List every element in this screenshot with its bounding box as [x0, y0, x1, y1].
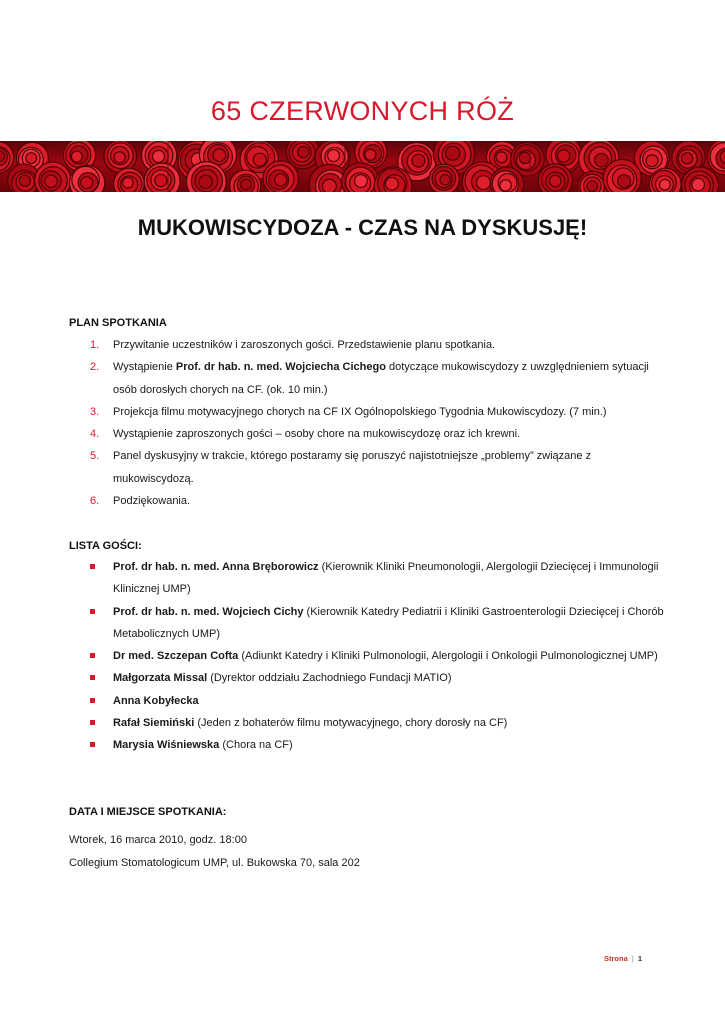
guest-item: [69, 712, 669, 734]
meeting-heading: DATA I MIEJSCE SPOTKANIA:: [69, 806, 227, 818]
bullet-square-icon: [90, 675, 95, 680]
plan-item-text: Panel dyskusyjny w trakcie, którego postaramy się poruszyć najistotniejsze „problemy” związane z mukowiscydozą.: [113, 450, 592, 485]
bullet-square-icon: [90, 698, 95, 703]
bullet-square-icon: [90, 564, 95, 569]
plan-item-number: 4.: [90, 428, 100, 441]
plan-item-text: Wystąpienie: [113, 361, 176, 374]
plan-item-number: 5.: [90, 450, 100, 463]
plan-item-number: 2.: [90, 361, 100, 374]
guest-item: [69, 667, 669, 689]
plan-item-text: Wystąpienie zaproszonych gości – osoby chore na mukowiscydozę oraz ich krewni.: [113, 428, 521, 441]
guests-heading: LISTA GOŚCI:: [69, 540, 142, 552]
rose-icon: [144, 163, 180, 192]
plan-heading: PLAN SPOTKANIA: [69, 317, 167, 329]
guest-description: (Chora na CF): [219, 739, 293, 752]
plan-item: [69, 356, 669, 401]
guest-name: Dr med. Szczepan Cofta: [113, 650, 239, 663]
plan-item: [69, 401, 669, 423]
plan-item-number: 1.: [90, 339, 100, 351]
meeting-place: Collegium Stomatologicum UMP, ul. Bukowska 70, sala 202: [69, 857, 360, 869]
guest-item: [69, 556, 669, 601]
guest-description: (Adiunkt Katedry i Kliniki Pulmonologii, Alergologii i Onkologii Pulmonologicznej UMP): [238, 650, 658, 663]
plan-item: [69, 423, 669, 445]
plan-item-text: Projekcja filmu motywacyjnego chorych na CF IX Ogólnopolskiego Tygodnia Mukowiscydozy. (7 min.): [113, 405, 607, 418]
guest-name: Rafał Siemiński: [113, 717, 195, 730]
rose-icon: [538, 164, 572, 192]
roses-banner-image: [0, 141, 725, 192]
guest-description: (Kierownik Kliniki Pneumonologii, Alergologii Dziecięcej i Immunologii Klinicznej UMP): [113, 561, 659, 596]
rose-icon: [0, 142, 14, 173]
footer-separator: |: [631, 954, 634, 963]
plan-item-number: 6.: [90, 495, 100, 508]
plan-item: [69, 490, 669, 512]
page-title: 65 CZERWONYCH RÓŻ: [210, 96, 515, 126]
bullet-square-icon: [90, 653, 95, 658]
document-subtitle: MUKOWISCYDOZA - CZAS NA DYSKUSJĘ!: [137, 215, 588, 240]
plan-item-text: Podziękowania.: [113, 495, 191, 508]
guest-item: [69, 690, 669, 712]
bullet-square-icon: [90, 720, 95, 725]
rose-icon: [429, 164, 459, 192]
plan-item-text-continued: dotyczące mukowiscydozy z uwzględnieniem sytuacji osób dorosłych chorych na CF. (ok. 10 min.): [113, 361, 649, 396]
guest-item: [69, 734, 669, 756]
footer-label: Strona: [604, 954, 628, 963]
plan-item-speaker: Prof. dr hab. n. med. Wojciecha Cichego: [175, 361, 386, 374]
guest-name: Prof. dr hab. n. med. Anna Bręborowicz: [113, 561, 319, 573]
guest-name: Anna Kobyłecka: [113, 694, 199, 707]
guest-name: Małgorzata Missal: [113, 672, 208, 685]
rose-icon: [35, 162, 71, 192]
plan-list: [69, 334, 669, 512]
bullet-square-icon: [90, 742, 95, 747]
guest-name: Marysia Wiśniewska: [113, 739, 220, 752]
guest-description: (Dyrektor oddziału Zachodniego Fundacji MATIO): [207, 672, 452, 685]
guest-item: [69, 645, 669, 667]
rose-icon: [263, 161, 298, 192]
bullet-square-icon: [90, 609, 95, 614]
guest-name: Prof. dr hab. n. med. Wojciech Cichy: [113, 605, 304, 618]
page-footer: [604, 954, 642, 963]
plan-item: [69, 445, 669, 490]
plan-item: [69, 334, 669, 356]
plan-item-number: 3.: [90, 405, 100, 418]
guest-description: (Kierownik Katedry Pediatrii i Kliniki Gastroenterologii Dziecięcej i Chorób Metabolicznych UMP): [113, 605, 664, 640]
meeting-date: Wtorek, 16 marca 2010, godz. 18:00: [69, 834, 247, 846]
guest-description: (Jeden z bohaterów filmu motywacyjnego, chory dorosły na CF): [194, 717, 508, 730]
guest-list: [69, 556, 669, 757]
page-number: 1: [637, 954, 643, 963]
rose-icon: [114, 168, 145, 192]
plan-item-text: Przywitanie uczestników i zaroszonych gości. Przedstawienie planu spotkania.: [113, 339, 496, 351]
guest-item: [69, 601, 669, 646]
rose-icon: [603, 159, 641, 192]
